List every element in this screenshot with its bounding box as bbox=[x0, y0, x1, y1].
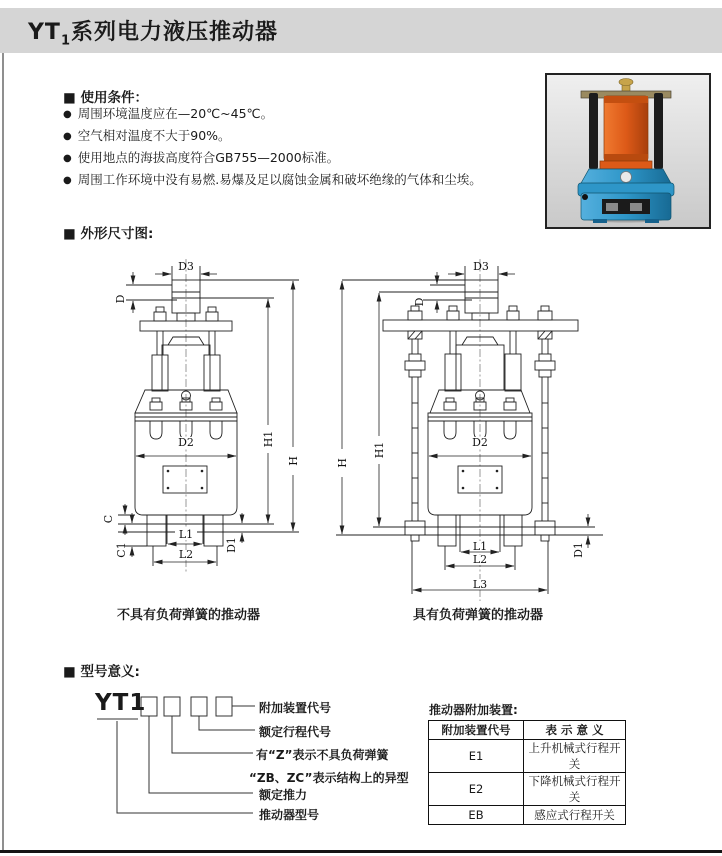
model-label-thruster-model: 推动器型号 bbox=[259, 808, 320, 822]
dim-label-D: D bbox=[413, 297, 426, 307]
model-label-stroke-code: 额定行程代号 bbox=[259, 725, 332, 739]
page-title bbox=[28, 15, 278, 48]
dim-label-L1: L1 bbox=[178, 528, 194, 541]
dim-L1 bbox=[168, 528, 202, 544]
cell-meaning: 下降机械式行程开关 bbox=[524, 773, 626, 806]
dim-label-D3: D3 bbox=[178, 260, 194, 273]
dim-label-D: D bbox=[114, 294, 127, 304]
dim-D1 bbox=[225, 513, 242, 553]
dim-C1 bbox=[115, 513, 147, 558]
thruster-photo-shapes bbox=[578, 79, 674, 224]
dim-label-C: C bbox=[102, 514, 115, 524]
usage-item-text: 空气相对温度不大于90%。 bbox=[77, 128, 231, 143]
code-box-4 bbox=[216, 697, 232, 716]
dim-label-D2: D2 bbox=[472, 436, 488, 449]
page-bottom-rule bbox=[0, 850, 722, 853]
dim-label-L2: L2 bbox=[178, 548, 194, 561]
model-label-z-meaning: 有“Z”表示不具负荷弹簧 bbox=[256, 748, 389, 762]
table-row bbox=[429, 740, 626, 773]
table-row bbox=[429, 773, 626, 806]
model-label-rated-thrust: 额定推力 bbox=[259, 788, 308, 802]
leader-line bbox=[172, 716, 253, 753]
cell-code: E2 bbox=[429, 773, 524, 806]
dim-label-L1: L1 bbox=[472, 540, 488, 553]
model-label-zbzc-meaning: “ZB、ZC”表示结构上的异型 bbox=[249, 771, 409, 785]
dim-label-H: H bbox=[336, 458, 349, 468]
square-marker-icon: ■ bbox=[63, 226, 76, 242]
leader-line bbox=[117, 721, 253, 813]
accessories-table-title: 推动器附加装置: bbox=[429, 703, 518, 717]
page-left-edge-line bbox=[2, 53, 4, 850]
drawing-without-load-spring bbox=[98, 253, 338, 627]
bullet-icon: ● bbox=[63, 153, 72, 164]
product-photo-illustration bbox=[547, 75, 705, 223]
cell-meaning: 上升机械式行程开关 bbox=[524, 740, 626, 773]
title-prefix: YT bbox=[28, 20, 61, 45]
dim-D bbox=[413, 272, 472, 313]
usage-item-text: 周围环境温度应在—20℃~45℃。 bbox=[77, 106, 274, 121]
dim-H1 bbox=[200, 298, 275, 523]
dimensions-heading-text: 外形尺寸图: bbox=[80, 226, 154, 242]
orange-cylinder bbox=[604, 96, 648, 161]
dim-H bbox=[200, 280, 300, 531]
dim-label-L3: L3 bbox=[472, 578, 488, 591]
dim-H1 bbox=[372, 292, 465, 526]
cell-code: EB bbox=[429, 806, 524, 825]
usage-item bbox=[63, 170, 482, 188]
table-row bbox=[429, 806, 626, 825]
leader-line bbox=[199, 716, 255, 730]
usage-item bbox=[63, 126, 231, 144]
dim-L2 bbox=[153, 546, 217, 566]
left-drawing-caption: 不具有负荷弹簧的推动器 bbox=[117, 608, 261, 623]
flange-bolts bbox=[444, 398, 516, 439]
right-drawing-caption: 具有负荷弹簧的推动器 bbox=[413, 608, 544, 623]
bullet-icon: ● bbox=[63, 109, 72, 120]
dim-D3 bbox=[448, 260, 515, 280]
dim-label-H1: H1 bbox=[373, 441, 386, 459]
code-box-2 bbox=[164, 697, 180, 716]
dim-C bbox=[102, 504, 135, 535]
cell-code: E1 bbox=[429, 740, 524, 773]
model-label-accessory-code: 附加装置代号 bbox=[259, 701, 332, 715]
dimensions-heading bbox=[63, 222, 153, 242]
title-rest: 系列电力液压推动器 bbox=[70, 20, 278, 45]
usage-item-text: 周围工作环境中没有易燃.易爆及足以腐蚀金属和破坏绝缘的气体和尘埃。 bbox=[77, 172, 482, 187]
outer-spring-rod-left bbox=[405, 306, 425, 541]
right-rod bbox=[654, 93, 663, 169]
model-code: YT1 bbox=[95, 690, 147, 716]
left-rod bbox=[589, 93, 598, 169]
cell-meaning: 感应式行程开关 bbox=[524, 806, 626, 825]
dim-D2 bbox=[429, 436, 531, 456]
flange-bolts bbox=[150, 398, 222, 439]
accessories-table bbox=[428, 720, 626, 825]
bullet-icon: ● bbox=[63, 175, 72, 186]
dim-label-L2: L2 bbox=[472, 553, 488, 566]
dim-label-H: H bbox=[287, 456, 300, 466]
code-box-3 bbox=[191, 697, 207, 716]
model-heading-text: 型号意义: bbox=[80, 664, 140, 680]
dim-label-D2: D2 bbox=[178, 436, 194, 449]
dim-label-H1: H1 bbox=[262, 430, 275, 448]
square-marker-icon: ■ bbox=[63, 664, 76, 680]
bullet-icon: ● bbox=[63, 131, 72, 142]
dim-label-C1: C1 bbox=[115, 542, 128, 558]
dim-D2 bbox=[136, 436, 236, 456]
leader-line bbox=[149, 716, 253, 793]
table-header-row bbox=[429, 721, 626, 740]
usage-conditions-heading bbox=[63, 86, 148, 106]
junction-box bbox=[163, 466, 207, 493]
product-photo bbox=[545, 73, 711, 229]
usage-item-text: 使用地点的海拔高度符合GB755—2000标准。 bbox=[77, 150, 340, 165]
usage-item bbox=[63, 104, 273, 122]
model-meaning-heading bbox=[63, 660, 140, 680]
dim-label-D1: D1 bbox=[572, 542, 585, 558]
dim-label-D1: D1 bbox=[225, 537, 238, 553]
drawing-with-load-spring bbox=[333, 253, 625, 645]
dim-L1 bbox=[461, 540, 499, 553]
header-accessory-code: 附加装置代号 bbox=[429, 721, 524, 740]
usage-heading-text: 使用条件： bbox=[80, 90, 148, 106]
model-designation-diagram bbox=[93, 690, 413, 835]
square-marker-icon: ■ bbox=[63, 90, 76, 106]
dim-D bbox=[114, 272, 177, 313]
top-plate bbox=[383, 320, 578, 331]
header-meaning: 表 示 意 义 bbox=[524, 721, 626, 740]
usage-item bbox=[63, 148, 339, 166]
dim-label-D3: D3 bbox=[473, 260, 489, 273]
outer-spring-rod-right bbox=[535, 306, 555, 541]
dim-H bbox=[335, 280, 465, 534]
bottom-bracket bbox=[118, 515, 299, 546]
dim-D1 bbox=[572, 514, 588, 558]
title-subscript: 1 bbox=[60, 33, 71, 49]
